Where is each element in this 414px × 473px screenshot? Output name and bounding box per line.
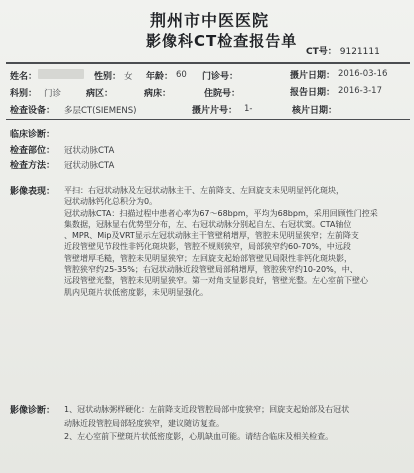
findings-line: 平扫：右冠状动脉及左冠状动脉主干、左前降支、左回旋支未见明显钙化斑块，	[64, 186, 344, 195]
info-divider	[6, 119, 410, 120]
bed-label: 病床：	[144, 89, 172, 99]
exam-site-value: 冠状动脉CTA	[64, 146, 115, 156]
report-title: 影像科CT检查报告单	[146, 32, 298, 50]
age-label: 年龄：	[146, 72, 174, 82]
check-date-label: 核片日期：	[292, 106, 338, 116]
diagnosis-label: 影像诊断：	[10, 406, 56, 416]
findings-line: 远段管壁光整，管腔未见明显狭窄。第一对角支显影良好，管壁光整。左心室前下壁心	[64, 276, 368, 286]
age-value: 60	[176, 70, 187, 80]
report-date-value: 2016-3-17	[338, 86, 382, 96]
sex-label: 性别：	[94, 72, 122, 82]
film-no-value: 1-	[244, 104, 253, 114]
findings-label: 影像表现：	[10, 187, 56, 197]
ct-number	[306, 44, 380, 57]
diagnosis-line: 2、左心室前下壁斑片状低密度影，心肌缺血可能。请结合临床及相关检查。	[64, 432, 334, 441]
name-redaction	[38, 69, 84, 79]
diagnosis-line: 1、冠状动脉粥样硬化：左前降支近段管腔局部中度狭窄；回旋支起始部及右冠状	[64, 405, 350, 414]
ct-number-label: CT号：	[306, 47, 337, 57]
findings-line: 冠状动脉CTA：扫描过程中患者心率为67～68bpm，平均为68bpm，采用回顾性门控采	[64, 208, 378, 218]
findings-line: 、MPR、Mip及VRT显示左冠状动脉主干管壁稍增厚，管腔未见明显狭窄；左前降支	[64, 231, 359, 241]
report-date-label: 报告日期：	[290, 88, 336, 98]
device-value: 多层CT(SIEMENS)	[64, 106, 137, 116]
findings-line: 肌内见斑片状低密度影，未见明显强化。	[64, 287, 208, 297]
exam-method-label: 检查方法：	[10, 161, 56, 171]
diagnosis-text	[64, 403, 349, 444]
dept-label: 科别：	[10, 89, 38, 99]
findings-line: 近段管壁见节段性非钙化斑块影，管腔不规则狭窄，局部狭窄约60-70%，中远段	[64, 242, 351, 252]
exam-site-label: 检查部位：	[10, 146, 56, 156]
clinical-diagnosis-label: 临床诊断：	[10, 130, 56, 140]
ct-number-value: 9121111	[339, 47, 380, 57]
findings-text	[64, 185, 378, 298]
film-no-label: 摄片片号：	[192, 106, 238, 116]
shoot-date-label: 摄片日期：	[290, 71, 336, 81]
header-divider	[6, 62, 410, 64]
findings-line: 管壁增厚毛糙，管腔未见明显狭窄；左回旋支起始部管壁见局限性非钙化斑块影，	[64, 253, 352, 263]
sex-value: 女	[124, 72, 133, 82]
findings-line: 管腔狭窄约25-35%；右冠状动脉近段管壁局部稍增厚，管腔狭窄约10-20%，中、	[64, 265, 358, 275]
dept-value: 门诊	[44, 89, 62, 99]
device-label: 检查设备：	[10, 106, 56, 116]
findings-line: 冠状动脉钙化总积分为0。	[64, 197, 158, 207]
exam-method-value: 冠状动脉CTA	[64, 161, 115, 171]
hospital-name: 荆州市中医医院	[150, 11, 270, 30]
outpatient-no-label: 门诊号：	[202, 72, 239, 82]
diagnosis-line: 动脉近段管腔局部轻度狭窄，建议随访复查。	[64, 418, 224, 428]
shoot-date-value: 2016-03-16	[338, 69, 388, 79]
ward-label: 病区：	[86, 89, 114, 99]
inpatient-no-label: 住院号：	[204, 89, 241, 99]
findings-line: 集数据，冠脉显右优势型分布，左、右冠状动脉分别起自左、右冠状窦。CTA轴位	[64, 219, 352, 229]
name-label: 姓名：	[10, 72, 38, 82]
